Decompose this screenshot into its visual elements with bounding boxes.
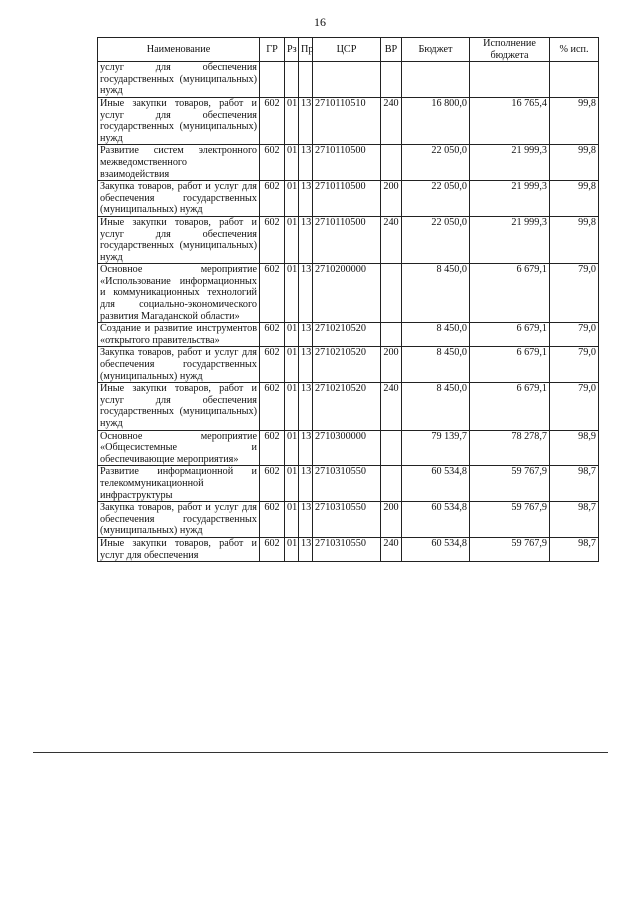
- cell-rz: 01: [285, 264, 299, 323]
- cell-vr: [381, 466, 402, 502]
- cell-pr: 13: [299, 502, 313, 538]
- cell-vr: 240: [381, 97, 402, 144]
- cell-csr: 2710210520: [313, 323, 381, 347]
- cell-gr: 602: [260, 502, 285, 538]
- cell-pr: 13: [299, 430, 313, 466]
- cell-vr: 240: [381, 383, 402, 430]
- cell-gr: 602: [260, 537, 285, 561]
- cell-pr: 13: [299, 383, 313, 430]
- cell-gr: 602: [260, 430, 285, 466]
- cell-pct: 99,8: [550, 216, 599, 263]
- cell-rz: 01: [285, 97, 299, 144]
- cell-name: Иные закупки товаров, работ и услуг для обеспечения государственных (муниципальных) нужд: [98, 383, 260, 430]
- cell-vr: [381, 264, 402, 323]
- budget-table: [97, 37, 599, 562]
- cell-csr: 2710110510: [313, 97, 381, 144]
- cell-pr: 13: [299, 145, 313, 181]
- cell-execution: 21 999,3: [470, 216, 550, 263]
- cell-budget: 16 800,0: [402, 97, 470, 144]
- table-row: [98, 62, 599, 98]
- cell-pct: 99,8: [550, 97, 599, 144]
- cell-budget: 8 450,0: [402, 264, 470, 323]
- cell-execution: 78 278,7: [470, 430, 550, 466]
- cell-pct: [550, 62, 599, 98]
- cell-pr: 13: [299, 323, 313, 347]
- cell-name: Развитие информационной и телекоммуникационной инфраструктуры: [98, 466, 260, 502]
- cell-budget: 8 450,0: [402, 383, 470, 430]
- header-rz: Рз: [285, 38, 299, 62]
- table-row: [98, 181, 599, 217]
- header-name: Наименование: [98, 38, 260, 62]
- cell-gr: 602: [260, 466, 285, 502]
- cell-csr: 2710110500: [313, 216, 381, 263]
- cell-csr: 2710310550: [313, 466, 381, 502]
- cell-budget: 60 534,8: [402, 537, 470, 561]
- cell-csr: 2710200000: [313, 264, 381, 323]
- cell-rz: 01: [285, 323, 299, 347]
- cell-name: Закупка товаров, работ и услуг для обеспечения государственных (муниципальных) нужд: [98, 181, 260, 217]
- cell-name: Закупка товаров, работ и услуг для обеспечения государственных (муниципальных) нужд: [98, 502, 260, 538]
- cell-name: Развитие систем электронного межведомственного взаимодействия: [98, 145, 260, 181]
- cell-csr: 2710210520: [313, 347, 381, 383]
- cell-pr: 13: [299, 97, 313, 144]
- table-row: [98, 537, 599, 561]
- cell-budget: [402, 62, 470, 98]
- cell-name: услуг для обеспечения государственных (муниципальных) нужд: [98, 62, 260, 98]
- table-row: [98, 466, 599, 502]
- cell-gr: 602: [260, 347, 285, 383]
- cell-gr: [260, 62, 285, 98]
- cell-gr: 602: [260, 323, 285, 347]
- cell-pct: 79,0: [550, 264, 599, 323]
- header-vr: ВР: [381, 38, 402, 62]
- cell-vr: [381, 62, 402, 98]
- cell-budget: 22 050,0: [402, 216, 470, 263]
- table-row: [98, 383, 599, 430]
- cell-rz: 01: [285, 383, 299, 430]
- cell-pct: 79,0: [550, 383, 599, 430]
- cell-vr: 200: [381, 181, 402, 217]
- cell-pr: 13: [299, 181, 313, 217]
- cell-rz: 01: [285, 181, 299, 217]
- cell-vr: [381, 145, 402, 181]
- cell-pr: [299, 62, 313, 98]
- cell-pct: 99,8: [550, 181, 599, 217]
- cell-execution: [470, 62, 550, 98]
- cell-budget: 22 050,0: [402, 145, 470, 181]
- cell-gr: 602: [260, 216, 285, 263]
- table-row: [98, 502, 599, 538]
- cell-execution: 59 767,9: [470, 466, 550, 502]
- cell-csr: 2710210520: [313, 383, 381, 430]
- cell-rz: 01: [285, 145, 299, 181]
- cell-rz: 01: [285, 466, 299, 502]
- cell-execution: 59 767,9: [470, 502, 550, 538]
- cell-execution: 6 679,1: [470, 264, 550, 323]
- header-gr: ГР: [260, 38, 285, 62]
- cell-csr: 2710300000: [313, 430, 381, 466]
- cell-execution: 21 999,3: [470, 181, 550, 217]
- cell-csr: 2710110500: [313, 181, 381, 217]
- cell-vr: 240: [381, 216, 402, 263]
- table-row: [98, 430, 599, 466]
- header-pct: % исп.: [550, 38, 599, 62]
- header-pr: Пр: [299, 38, 313, 62]
- cell-execution: 6 679,1: [470, 347, 550, 383]
- cell-rz: 01: [285, 216, 299, 263]
- cell-rz: 01: [285, 347, 299, 383]
- cell-csr: [313, 62, 381, 98]
- cell-pct: 99,8: [550, 145, 599, 181]
- cell-name: Иные закупки товаров, работ и услуг для обеспечения государственных (муниципальных) нужд: [98, 97, 260, 144]
- cell-vr: 240: [381, 537, 402, 561]
- cell-csr: 2710310550: [313, 537, 381, 561]
- cell-name: Закупка товаров, работ и услуг для обеспечения государственных (муниципальных) нужд: [98, 347, 260, 383]
- cell-pct: 79,0: [550, 347, 599, 383]
- cell-execution: 6 679,1: [470, 323, 550, 347]
- table-row: [98, 323, 599, 347]
- table-row: [98, 145, 599, 181]
- cell-gr: 602: [260, 145, 285, 181]
- cell-pr: 13: [299, 466, 313, 502]
- cell-csr: 2710310550: [313, 502, 381, 538]
- cell-pr: 13: [299, 347, 313, 383]
- cell-budget: 8 450,0: [402, 347, 470, 383]
- header-execution: Исполнение бюджета: [470, 38, 550, 62]
- cell-name: Иные закупки товаров, работ и услуг для обеспечения государственных (муниципальных) нужд: [98, 216, 260, 263]
- table-row: [98, 347, 599, 383]
- cell-pct: 98,9: [550, 430, 599, 466]
- cell-execution: 59 767,9: [470, 537, 550, 561]
- cell-execution: 16 765,4: [470, 97, 550, 144]
- cell-execution: 6 679,1: [470, 383, 550, 430]
- cell-rz: [285, 62, 299, 98]
- cell-vr: 200: [381, 502, 402, 538]
- cell-rz: 01: [285, 537, 299, 561]
- cell-budget: 60 534,8: [402, 502, 470, 538]
- cell-gr: 602: [260, 264, 285, 323]
- cell-budget: 8 450,0: [402, 323, 470, 347]
- cell-pct: 98,7: [550, 466, 599, 502]
- cell-rz: 01: [285, 502, 299, 538]
- header-csr: ЦСР: [313, 38, 381, 62]
- cell-rz: 01: [285, 430, 299, 466]
- table-row: [98, 264, 599, 323]
- cell-name: Основное мероприятие «Общесистемные и обеспечивающие мероприятия»: [98, 430, 260, 466]
- cell-pr: 13: [299, 264, 313, 323]
- cell-name: Основное мероприятие «Использование информационных и коммуникационных технологий для социально-экономического развития Магаданской области»: [98, 264, 260, 323]
- header-budget: Бюджет: [402, 38, 470, 62]
- table-row: [98, 97, 599, 144]
- page-number: 16: [314, 15, 326, 29]
- cell-budget: 60 534,8: [402, 466, 470, 502]
- cell-gr: 602: [260, 181, 285, 217]
- cell-vr: 200: [381, 347, 402, 383]
- cell-pr: 13: [299, 537, 313, 561]
- table-row: [98, 216, 599, 263]
- cell-pr: 13: [299, 216, 313, 263]
- cell-csr: 2710110500: [313, 145, 381, 181]
- cell-gr: 602: [260, 97, 285, 144]
- cell-budget: 22 050,0: [402, 181, 470, 217]
- cell-gr: 602: [260, 383, 285, 430]
- footer-rule: [33, 752, 608, 753]
- cell-pct: 98,7: [550, 537, 599, 561]
- cell-name: Иные закупки товаров, работ и услуг для обеспечения: [98, 537, 260, 561]
- cell-execution: 21 999,3: [470, 145, 550, 181]
- table-header-row: [98, 38, 599, 62]
- cell-vr: [381, 430, 402, 466]
- cell-budget: 79 139,7: [402, 430, 470, 466]
- cell-name: Создание и развитие инструментов «открытого правительства»: [98, 323, 260, 347]
- cell-pct: 98,7: [550, 502, 599, 538]
- cell-pct: 79,0: [550, 323, 599, 347]
- cell-vr: [381, 323, 402, 347]
